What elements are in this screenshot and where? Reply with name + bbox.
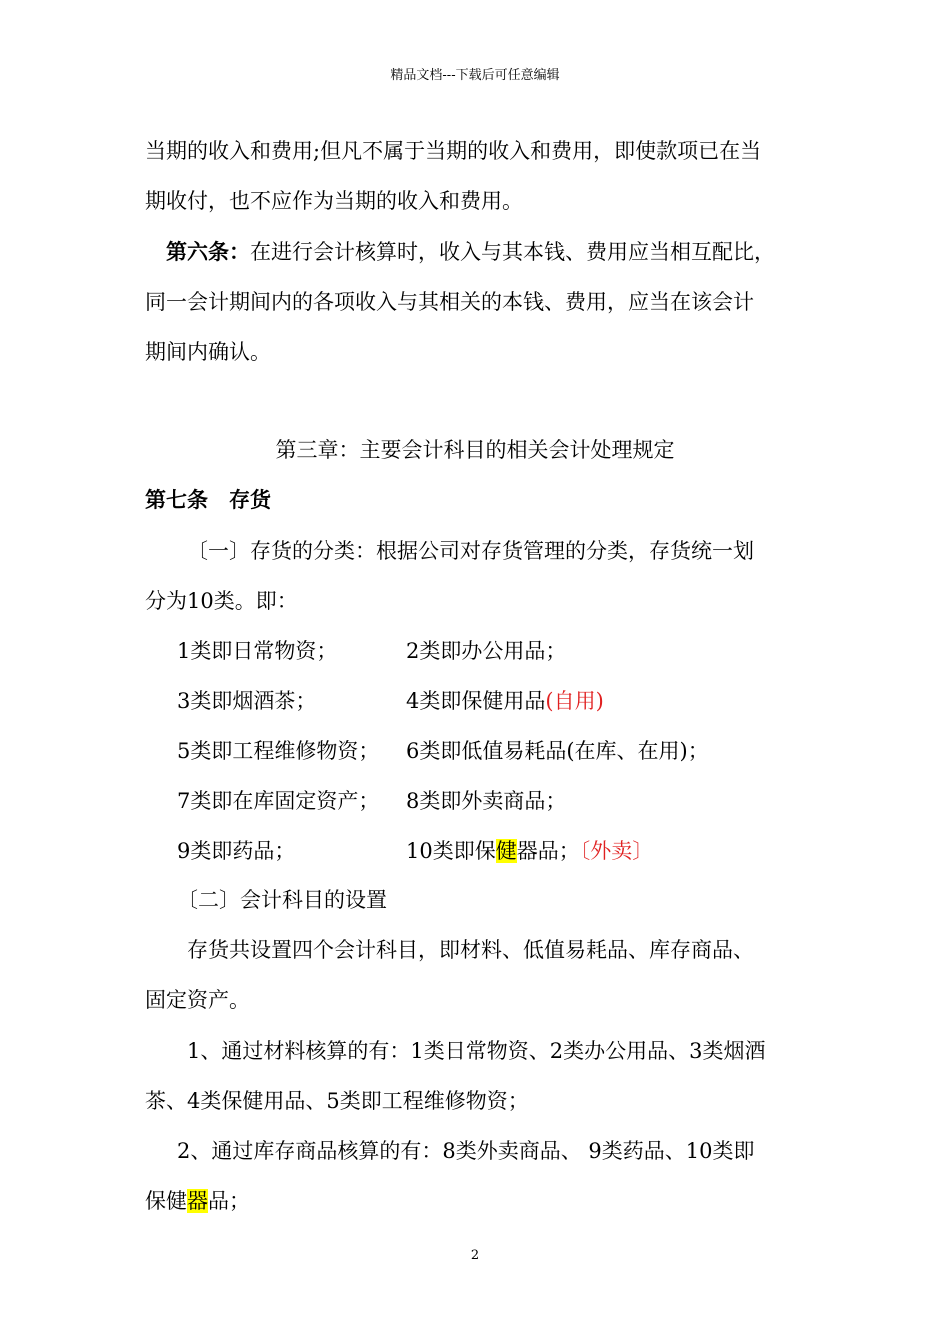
paragraph-line: 期收付，也不应作为当期的收入和费用。 bbox=[145, 189, 523, 213]
class-item: 1类即日常物资； bbox=[177, 639, 338, 663]
paragraph-line: 同一会计期间内的各项收入与其相关的本钱、费用，应当在该会计 bbox=[145, 290, 754, 314]
page-header: 精品文档---下载后可任意编辑 bbox=[390, 68, 560, 83]
class-item: 6类即低值易耗品(在库、在用)； bbox=[406, 739, 709, 763]
article-6-text: 在进行会计核算时，收入与其本钱、费用应当相互配比， bbox=[250, 240, 775, 264]
class-item-note: (自用) bbox=[545, 689, 604, 713]
class-item bbox=[406, 836, 653, 866]
list-item: 茶、4类保健用品、5类即工程维修物资； bbox=[145, 1089, 529, 1113]
article-6-colon: ： bbox=[229, 239, 250, 264]
paragraph-line: 当期的收入和费用;但凡不属于当期的收入和费用，即使款项已在当 bbox=[145, 139, 762, 163]
article-6-label: 第六条 bbox=[166, 239, 229, 264]
class-item: 5类即工程维修物资； bbox=[177, 739, 380, 763]
section-1-line: 〔一〕存货的分类：根据公司对存货管理的分类，存货统一划 bbox=[187, 539, 754, 563]
paragraph-line: 存货共设置四个会计科目，即材料、低值易耗品、库存商品、 bbox=[187, 938, 754, 962]
class-item-text: 器品； bbox=[516, 839, 580, 863]
class-item bbox=[406, 686, 604, 716]
class-item: 9类即药品； bbox=[177, 839, 296, 863]
list-item-text: 品； bbox=[208, 1189, 250, 1213]
list-item bbox=[145, 1186, 250, 1216]
list-item: 1、通过材料核算的有：1类日常物资、2类办公用品、3类烟酒 bbox=[187, 1039, 766, 1063]
class-item-text: 4类即保健用品 bbox=[406, 689, 546, 713]
section-1-line: 分为10类。即： bbox=[145, 589, 298, 613]
paragraph-line: 期间内确认。 bbox=[145, 340, 271, 364]
article-6-line bbox=[166, 237, 775, 267]
class-item: 8类即外卖商品； bbox=[406, 789, 567, 813]
list-item-text: 保健 bbox=[145, 1189, 187, 1213]
class-item-note: 〔外卖〕 bbox=[579, 839, 654, 863]
article-7-heading: 第七条 存货 bbox=[145, 487, 271, 512]
highlighted-char: 健 bbox=[495, 839, 517, 863]
class-item: 2类即办公用品； bbox=[406, 639, 567, 663]
paragraph-line: 固定资产。 bbox=[145, 988, 250, 1012]
class-item: 7类即在库固定资产； bbox=[177, 789, 380, 813]
class-item-text: 10类即保 bbox=[406, 839, 496, 863]
section-2-title: 〔二〕会计科目的设置 bbox=[177, 888, 387, 912]
page-number: 2 bbox=[470, 1248, 480, 1263]
chapter-title: 第三章：主要会计科目的相关会计处理规定 bbox=[275, 438, 675, 462]
highlighted-char: 器 bbox=[187, 1189, 208, 1213]
list-item: 2、通过库存商品核算的有：8类外卖商品、 9类药品、10类即 bbox=[177, 1139, 755, 1163]
class-item: 3类即烟酒茶； bbox=[177, 689, 317, 713]
